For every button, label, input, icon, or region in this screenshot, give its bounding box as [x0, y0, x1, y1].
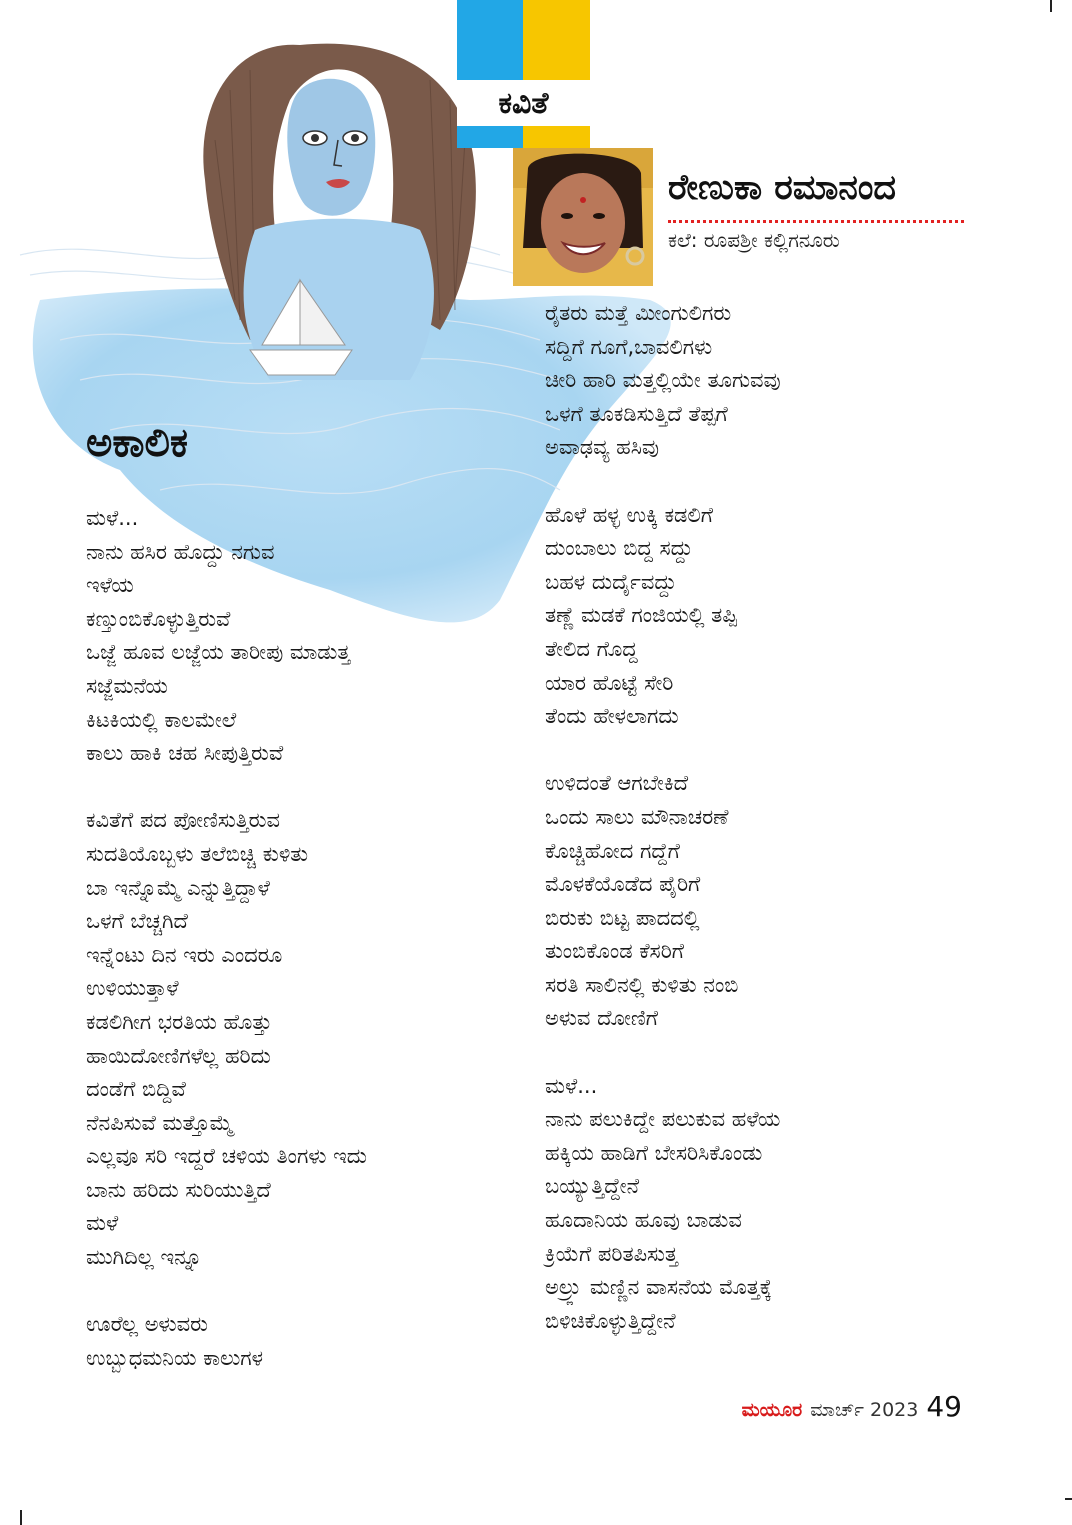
- poem-line: ಕಡಲಿಗೀಗ ಭರತಿಯ ಹೊತ್ತು: [86, 1009, 272, 1034]
- poem-line: ಬಾ ಇನ್ನೊಮ್ಮೆ ಎನ್ನುತ್ತಿದ್ದಾಳೆ: [86, 875, 270, 900]
- poem-column-left: [86, 502, 506, 1375]
- poem-line: ಒಂದು ಸಾಲು ಮೌನಾಚರಣೆ: [545, 804, 729, 829]
- poem-line: ತುಂಬಿಕೊಂಡ ಕೆಸರಿಗೆ: [545, 939, 684, 964]
- face: [287, 79, 375, 216]
- poem-line: ರೈತರು ಮತ್ತೆ ಮೀಂಗುಲಿಗರು: [545, 301, 732, 325]
- stanza: [545, 499, 965, 734]
- poem-line: ನಾನು ಪಲುಕಿದ್ದೇ ಪಲುಕುವ ಹಳೆಯ: [545, 1107, 781, 1132]
- poem-line: ಒಳಗೆ ಬೆಚ್ಚಗಿದೆ: [86, 909, 188, 934]
- stanza: [545, 767, 965, 1036]
- dotted-divider: [668, 220, 964, 223]
- page-footer: [742, 1390, 962, 1423]
- poem-title: ಅಕಾಲಿಕ: [86, 420, 188, 466]
- stanza: [86, 1308, 506, 1375]
- poem-line: ಇಳೆಯ: [86, 573, 134, 598]
- poem-line: ಸದ್ದಿಗೆ ಗೂಗೆ,ಬಾವಲಿಗಳು: [545, 334, 713, 359]
- poem-line: ಬಾನು ಹರಿದು ಸುರಿಯುತ್ತಿದೆ: [86, 1177, 271, 1202]
- poem-line: ಹೊಳೆ ಹಳ್ಳ ಉಕ್ಕಿ ಕಡಲಿಗೆ: [545, 502, 714, 527]
- poem-line: ಮೊಳಕೆಯೊಡೆದ ಪೈರಿಗೆ: [545, 872, 701, 897]
- poem-line: ಕವಿತೆಗೆ ಪದ ಪೋಣಿಸುತ್ತಿರುವ: [86, 808, 280, 833]
- poem-line: ಮಳೆ...: [86, 506, 139, 530]
- section-tag: [457, 0, 590, 148]
- poem-line: ತಣ್ಣೆ ಮಡಕೆ ಗಂಜಿಯಲ್ಲಿ ತಪ್ಪಿ: [545, 603, 738, 628]
- poem-line: ಮಳೆ: [86, 1211, 119, 1236]
- poem-column-right: [545, 297, 965, 1338]
- section-label: ಕವಿತೆ: [457, 80, 590, 126]
- stanza: [545, 1070, 965, 1339]
- poem-line: ಸಜ್ಜೆಮನೆಯ: [86, 673, 168, 698]
- poem-line: ಮುಗಿದಿಲ್ಲ ಇನ್ನೂ: [86, 1245, 203, 1270]
- poem-line: ಹಕ್ಕಿಯ ಹಾಡಿಗೆ ಬೇಸರಿಸಿಕೊಂಡು: [545, 1140, 763, 1165]
- page-number: 49: [926, 1390, 962, 1423]
- poem-line: ತೇಲಿದ ಗೊದ್ದ: [545, 636, 638, 661]
- crop-mark-top-right: [1050, 0, 1052, 12]
- poem-line: ಸುದತಿಯೊಬ್ಬಳು ತಲೆಬಿಚ್ಚಿ ಕುಳಿತು: [86, 841, 309, 866]
- poem-line: ತೆಂದು ಹೇಳಲಾಗದು: [545, 704, 679, 729]
- poem-line: ಉಳಿದಂತೆ ಆಗಬೇಕಿದೆ: [545, 771, 689, 796]
- magazine-logo: ಮಯೂರ: [741, 1399, 803, 1421]
- poem-line: ಬಿರುಕು ಬಿಟ್ಟ ಪಾದದಲ್ಲಿ: [545, 905, 700, 930]
- poem-line: ಅಲ್ರ್ಲು ಮಣ್ಣಿನ ವಾಸನೆಯ ಮೊತ್ತಕ್ಕೆ: [545, 1275, 773, 1300]
- poem-line: ಅಳುವ ದೋಣಿಗೆ: [545, 1006, 658, 1031]
- art-credit: ಕಲೆ: ರೂಪಶ್ರೀ ಕಲ್ಲಿಗನೂರು: [668, 228, 840, 252]
- stanza: [86, 502, 506, 771]
- poem-line: ನಾನು ಹಸಿರ ಹೊದ್ದು ನಗುವ: [86, 539, 275, 564]
- poem-line: ಒಜ್ಜೆ ಹೂವ ಲಜ್ಜೆಯ ತಾರೀಪು ಮಾಡುತ್ತ: [86, 640, 351, 665]
- poem-line: ಕಣ್ತುಂಬಿಕೊಳ್ಳುತ್ತಿರುವೆ: [86, 606, 231, 631]
- poem-line: ಕಿಟಕಿಯಲ್ಲಿ ಕಾಲಮೇಲೆ: [86, 707, 237, 732]
- poem-line: ಎಲ್ಲವೂ ಸರಿ ಇದ್ದರೆ ಚಳಿಯ ತಿಂಗಳು ಇದು: [86, 1144, 367, 1169]
- poem-line: ಕಾಲು ಹಾಕಿ ಚಹ ಸೀಪುತ್ತಿರುವೆ: [86, 741, 284, 766]
- poem-line: ಮಳೆ...: [545, 1073, 598, 1098]
- poem-line: ಯಾರ ಹೊಟ್ಟೆ ಸೇರಿ: [545, 670, 674, 695]
- issue-date: ಮಾರ್ಚ್ 2023: [810, 1399, 919, 1421]
- stanza: [86, 804, 506, 1274]
- poem-line: ಕೊಚ್ಚಿಹೋದ ಗದ್ದೆಗೆ: [545, 838, 680, 863]
- stanza: [545, 297, 965, 465]
- poem-line: ಕ್ರಿಯೆಗೆ ಪರಿತಪಿಸುತ್ತ: [545, 1241, 678, 1266]
- poem-line: ಊರೆಲ್ಲ ಅಳುವರು: [86, 1312, 208, 1337]
- poem-line: ಉಳಿಯುತ್ತಾಳೆ: [86, 976, 179, 1001]
- poem-line: ಬಯ್ಯುತ್ತಿದ್ದೇನೆ: [545, 1174, 640, 1199]
- poem-line: ಒಳಗೆ ತೂಕಡಿಸುತ್ತಿದೆ ತೆಪ್ಪಗೆ: [545, 401, 728, 426]
- poem-line: ದಂಡೆಗೆ ಬಿದ್ದಿವೆ: [86, 1077, 186, 1102]
- poem-line: ಉಬ್ಬುಧಮನಿಯ ಕಾಲುಗಳ: [86, 1345, 264, 1370]
- poem-line: ನೆನಪಿಸುವೆ ಮತ್ತೊಮ್ಮೆ: [86, 1110, 234, 1135]
- poem-line: ಸರತಿ ಸಾಲಿನಲ್ಲಿ ಕುಳಿತು ನಂಬಿ: [545, 972, 739, 997]
- author-name: ರೇಣುಕಾ ರಮಾನಂದ: [668, 168, 896, 208]
- poem-line: ಚೀರಿ ಹಾರಿ ಮತ್ತಲ್ಲಿಯೇ ತೂಗುವವು: [545, 368, 781, 393]
- poem-line: ಹಾಯಿದೋಣಿಗಳೆಲ್ಲ ಹರಿದು: [86, 1043, 271, 1068]
- poem-line: ಹೂದಾನಿಯ ಹೂವು ಬಾಡುವ: [545, 1208, 742, 1233]
- author-photo: [513, 148, 653, 286]
- poem-line: ದುಂಬಾಲು ಬಿದ್ದ ಸದ್ದು: [545, 536, 693, 561]
- poem-line: ಇನ್ನೆಂಟು ದಿನ ಇರು ಎಂದರೂ: [86, 942, 283, 967]
- crop-mark-bottom-right: [1065, 1498, 1072, 1500]
- poem-line: ಅವಾಢವ್ಯ ಹಸಿವು: [545, 435, 659, 460]
- poem-line: ಬಿಳಿಚಿಕೊಳ್ಳುತ್ತಿದ್ದೇನೆ: [545, 1308, 676, 1333]
- crop-mark-bottom-left: [20, 1510, 22, 1525]
- poem-line: ಬಹಳ ದುರ್ದೈವದ್ದು: [545, 569, 677, 594]
